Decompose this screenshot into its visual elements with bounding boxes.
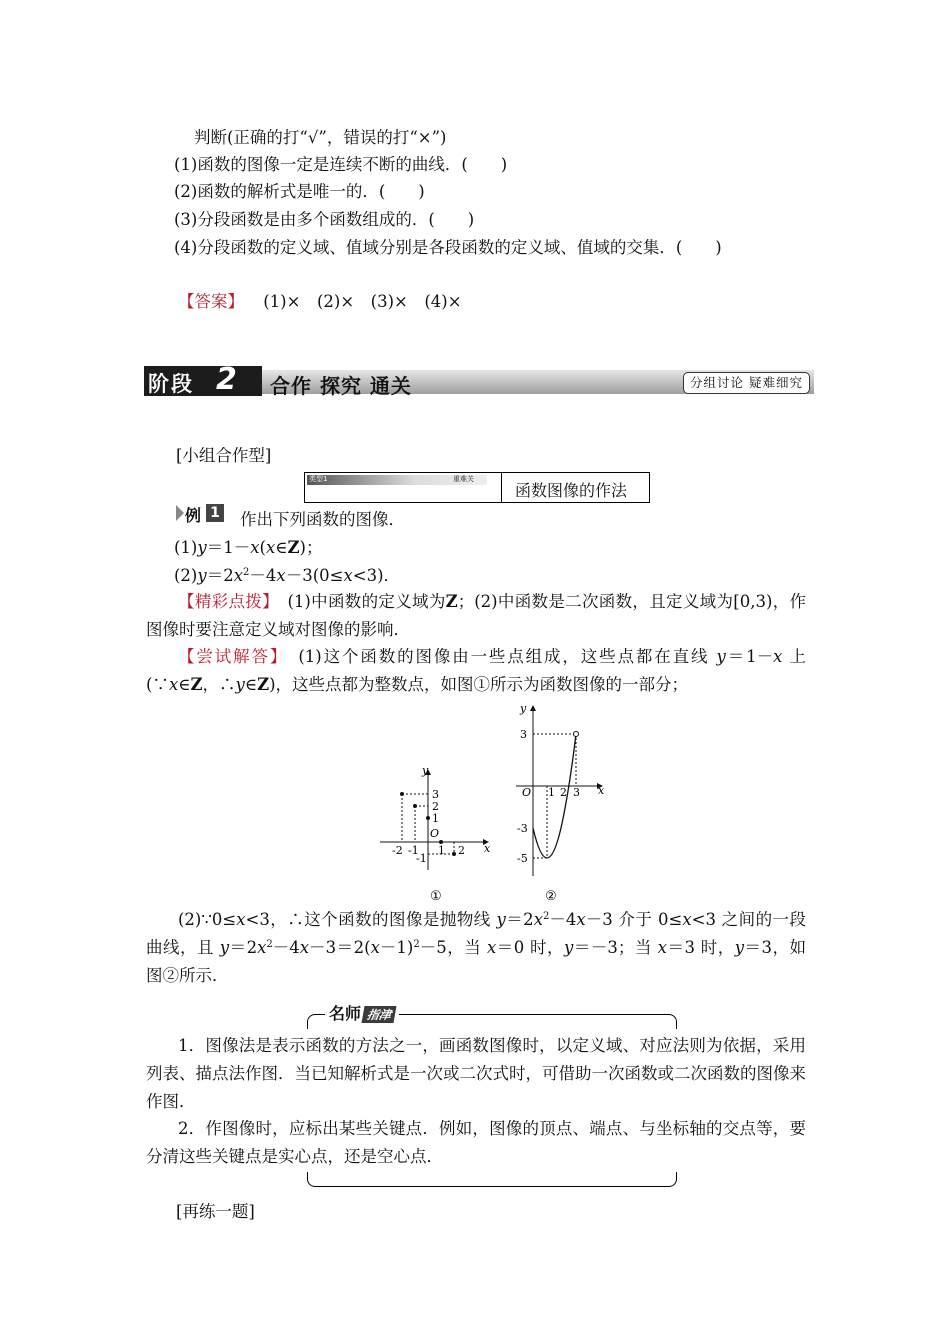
figure-1	[380, 764, 491, 904]
figure-2	[516, 702, 605, 904]
answer-line	[178, 288, 462, 312]
fig1-y-label: y	[422, 764, 429, 777]
judge-item-3: (3)分段函数是由多个函数组成的．( )	[174, 210, 475, 229]
banner-stage-number: 2	[216, 362, 237, 397]
banner-title: 合作 探究 通关	[270, 374, 412, 398]
fig2-tick-y-neg3: -3	[517, 822, 528, 835]
hint-label: 【精彩点拨】	[178, 592, 271, 611]
judge-instruction: 判断(正确的打“√”，错误的打“×”)	[194, 128, 447, 147]
judge-item-1: (1)函数的图像一定是连续不断的曲线．( )	[174, 155, 508, 174]
answer-text: (1)× (2)× (3)× (4)×	[263, 292, 462, 311]
example-part-1: (1)y＝1－x(x∈Z)；	[174, 538, 323, 557]
type-tag-right: 重难关	[453, 475, 474, 483]
judge-item-2: (2)函数的解析式是唯一的．( )	[174, 182, 425, 201]
banner-tag: 分组讨论 疑难细究	[683, 372, 810, 394]
fig1-point	[413, 804, 417, 808]
answer-label: 【答案】	[178, 292, 244, 311]
type-box-divider	[501, 473, 502, 502]
fig1-tick-y2: 2	[432, 800, 439, 813]
teacher-label	[325, 1001, 399, 1023]
teacher-label-a: 名师	[329, 1004, 362, 1023]
group-type-heading: [小组合作型]	[176, 446, 272, 465]
type-name: 函数图像的作法	[515, 481, 628, 500]
teacher-frame-bottom	[307, 1172, 677, 1187]
fig1-tick-x-neg2: -2	[392, 844, 403, 857]
fig1-origin: O	[430, 827, 440, 840]
fig1-tick-y3: 3	[432, 788, 439, 801]
teacher-label-b: 指津	[362, 1006, 397, 1023]
solution-paragraph-1: 【尝试解答】 (1)这个函数的图像由一些点组成，这些点都在直线 y＝1－x 上(∵x∈Z，∴y∈Z)，这些点都为整数点，如图①所示为函数图像的一部分；	[146, 647, 807, 694]
example-prompt: 作出下列函数的图像．	[240, 510, 405, 529]
fig1-point	[452, 852, 456, 856]
fig1-tick-y1: 1	[432, 812, 439, 825]
fig1-tick-x-neg1: -1	[408, 844, 419, 857]
fig1-point	[400, 792, 404, 796]
fig2-tick-x1: 1	[548, 786, 555, 799]
example-number: 1	[206, 504, 224, 522]
type-box	[304, 472, 650, 503]
example-triangle-icon	[176, 505, 184, 521]
type-tag-left: 类型1	[309, 475, 328, 483]
judge-item-4: (4)分段函数的定义域、值域分别是各段函数的定义域、值域的交集．( )	[174, 238, 722, 257]
fig1-tick-x2: 2	[458, 844, 465, 857]
practice-heading: [再练一题]	[176, 1202, 255, 1221]
fig2-tick-x3: 3	[573, 786, 580, 799]
fig1-tick-x1: 1	[438, 844, 445, 857]
fig1-tick-y-neg1: -1	[416, 852, 427, 865]
fig2-tick-x2: 2	[560, 786, 567, 799]
fig1-x-label: x	[484, 842, 491, 855]
fig2-tick-y3: 3	[520, 728, 527, 741]
fig2-caption: ②	[545, 889, 557, 904]
banner-stage-label: 阶段	[148, 372, 194, 396]
teacher-tip-2: 2．作图像时，应标出某些关键点．例如，图像的顶点、端点、与坐标轴的交点等，要分清这些关键点是实心点，还是空心点．	[146, 1119, 806, 1166]
fig2-tick-y-neg5: -5	[517, 852, 528, 865]
solution-paragraph-2: (2)∵0≤x<3，∴这个函数的图像是抛物线 $y=2x^2-4x-3$ 介于 0≤x<3 之间的一段曲线，且 $y=2x^2-4x-3=2(x-1)^2-5$，当 x＝0 时，y＝－3；当 x＝3 时，y＝3，如图②所示．	[146, 910, 807, 985]
teacher-tip-1: 1．图像法是表示函数的方法之一，画函数图像时，以定义域、对应法则为依据，采用列表、描点法作图．当已知解析式是一次或二次式时，可借助一次函数或二次函数的图像来作图．	[146, 1036, 806, 1111]
fig2-open-endpoint	[574, 732, 579, 737]
hint-paragraph: 【精彩点拨】 (1)中函数的定义域为Z；(2)中函数是二次函数，且定义域为[0,3)，作图像时要注意定义域对图像的影响．	[146, 592, 807, 639]
fig1-point	[426, 816, 430, 820]
example-badge	[176, 503, 224, 523]
fig2-y-label: y	[520, 702, 527, 715]
solve-label: 【尝试解答】	[178, 647, 280, 666]
solution-figures	[370, 700, 620, 910]
fig2-origin: O	[522, 786, 532, 799]
stage-banner	[144, 364, 814, 396]
example-label: 例	[185, 506, 202, 525]
fig1-caption: ①	[430, 889, 442, 904]
example-part-2: $(2)y=2x^2-4x-3(0\le x<3)$．	[174, 566, 401, 585]
fig2-x-label: x	[598, 784, 605, 797]
